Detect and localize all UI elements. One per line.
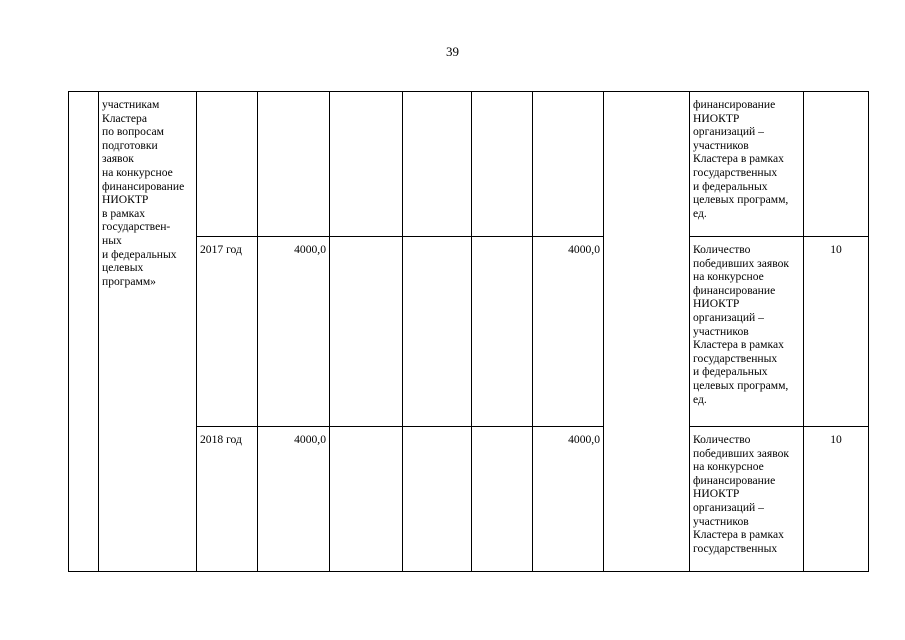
- total-cell: 4000,0: [258, 427, 330, 572]
- total-cell: 4000,0: [258, 237, 330, 427]
- program-table: [68, 91, 869, 572]
- indicator-text-cell: финансирование НИОКТР организаций – участников Кластера в рамках государственных и федеральных целевых программ, ед.: [690, 92, 804, 237]
- year-cell: [197, 92, 258, 237]
- year-cell: 2018 год: [197, 427, 258, 572]
- indicator-value-cell: 10: [804, 427, 869, 572]
- funding-cell: [472, 427, 533, 572]
- funding-cell: 4000,0: [533, 237, 604, 427]
- executor-cell: [604, 92, 690, 572]
- funding-cell: [472, 237, 533, 427]
- measure-description-cell: участникам Кластера по вопросам подготовки заявок на конкурсное финансирование НИОКТР в рамках государствен- ных и федеральных целевых программ»: [99, 92, 197, 572]
- index-cell: [69, 92, 99, 572]
- indicator-text-cell: Количество победивших заявок на конкурсное финансирование НИОКТР организаций – участников Кластера в рамках государственных: [690, 427, 804, 572]
- funding-cell: [330, 92, 403, 237]
- year-cell: 2017 год: [197, 237, 258, 427]
- funding-cell: [330, 237, 403, 427]
- funding-cell: [403, 427, 472, 572]
- indicator-text-cell: Количество победивших заявок на конкурсное финансирование НИОКТР организаций – участников Кластера в рамках государственных и федеральных целевых программ, ед.: [690, 237, 804, 427]
- indicator-value-cell: 10: [804, 237, 869, 427]
- funding-cell: [533, 92, 604, 237]
- indicator-value-cell: [804, 92, 869, 237]
- table-row: [69, 92, 869, 237]
- page-number: 39: [446, 44, 459, 59]
- funding-cell: [472, 92, 533, 237]
- funding-cell: [403, 237, 472, 427]
- funding-cell: 4000,0: [533, 427, 604, 572]
- total-cell: [258, 92, 330, 237]
- funding-cell: [403, 92, 472, 237]
- funding-cell: [330, 427, 403, 572]
